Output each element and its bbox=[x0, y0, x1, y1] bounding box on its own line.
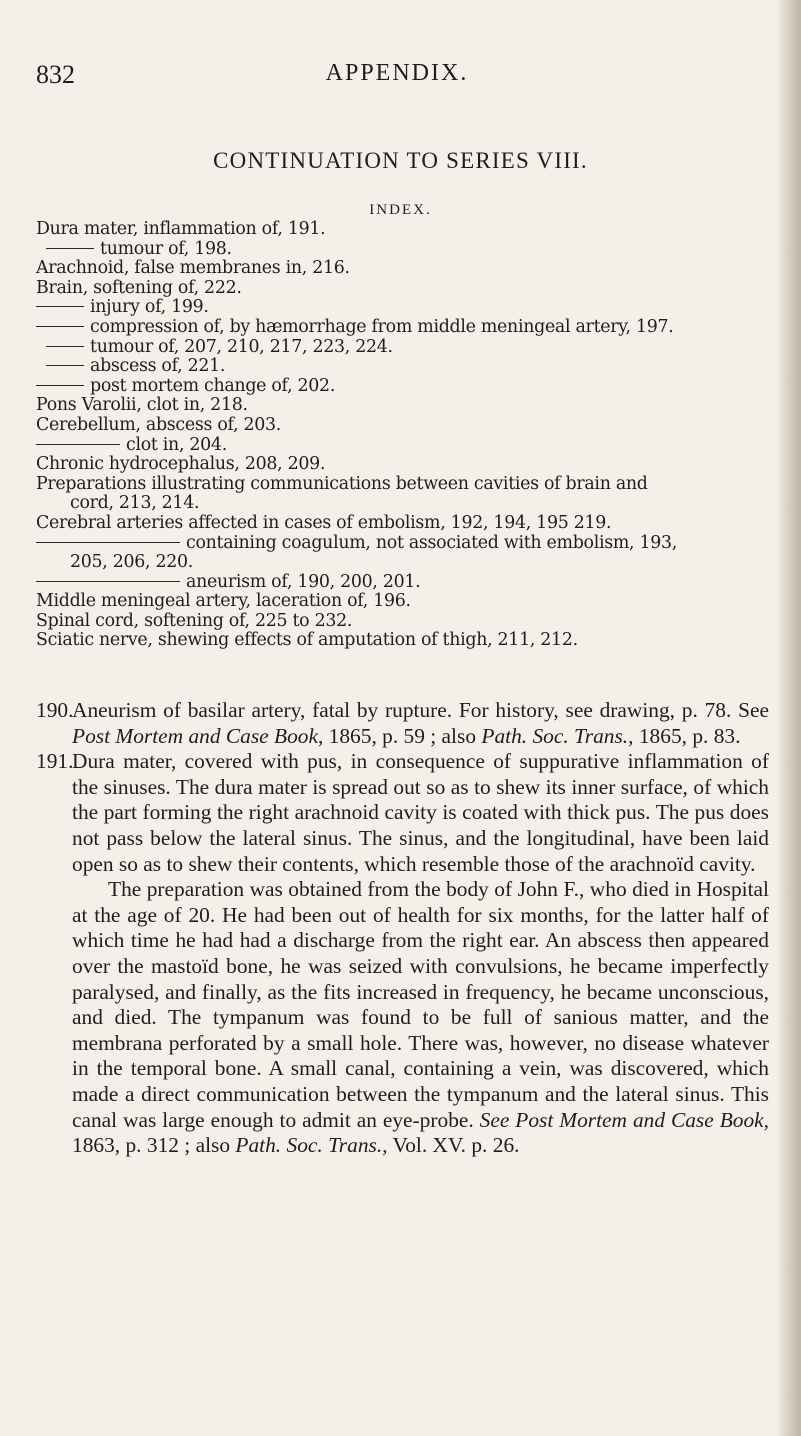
index-entry: Middle meningeal artery, laceration of, 196. bbox=[36, 591, 411, 612]
index-entry: aneurism of, 190, 200, 201. bbox=[36, 573, 764, 593]
page-number: 832 bbox=[36, 60, 75, 89]
series-title: CONTINUATION TO SERIES VIII. bbox=[213, 148, 588, 173]
index-entry: Sciatic nerve, shewing effects of amputation of thigh, 211, 212. bbox=[36, 630, 578, 651]
running-head: APPENDIX. bbox=[325, 60, 469, 86]
index-list bbox=[36, 220, 764, 651]
index-entry: post mortem change of, 202. bbox=[36, 377, 764, 397]
entry-number: 191. bbox=[36, 749, 74, 774]
page-header bbox=[36, 60, 758, 96]
index-entry: compression of, by hæmorrhage from middle meningeal artery, 197. bbox=[36, 318, 764, 338]
index-entry: Chronic hydrocephalus, 208, 209. bbox=[36, 454, 326, 475]
index-entry: Spinal cord, softening of, 225 to 232. bbox=[36, 610, 353, 631]
index-entry: injury of, 199. bbox=[36, 298, 764, 318]
catalogue-entry-191: 191. Dura mater, covered with pus, in consequence of suppurative inflammation of the sinuses. The dura mater is spread out so as to shew its inner surface, of which the part forming the right arachnoid cavity is coated with thick pus. The pus does not pass below the lateral sinus. The sinus, and the longitudinal, have been laid open so as to shew their contents, which resemble those of the arachnoïd cavity. bbox=[36, 749, 769, 876]
index-entry: clot in, 204. bbox=[36, 436, 764, 456]
index-entry: tumour of, 207, 210, 217, 223, 224. bbox=[36, 338, 764, 358]
entry-number: 190. bbox=[36, 698, 74, 722]
index-entry: Cerebral arteries affected in cases of embolism, 192, 194, 195 219. bbox=[36, 512, 612, 533]
index-heading: INDEX. bbox=[369, 202, 432, 218]
catalogue-entries bbox=[36, 698, 769, 1159]
catalogue-entry-191-history: The preparation was obtained from the body of John F., who died in Hospital at the age of 20. He had been out of health for six months, for the latter half of which time he had had a discharge from the right ear. An abscess then appeared over the mastoïd bone, he was seized with convulsions, he became imperfectly paralysed, and finally, as the fits increased in frequency, he became unconscious, and died. The tympanum was found to be full of sanious matter, and the membrana perforated by a small hole. There was, however, no disease whatever in the temporal bone. A small canal, containing a vein, was discovered, which made a direct communication between the tympanum and the lateral sinus. This canal was large enough to admit an eye-probe. See Post Mortem and Case Book, 1863, p. 312 ; also Path. Soc. Trans., Vol. XV. p. 26. bbox=[72, 877, 769, 1158]
index-entry: tumour of, 198. bbox=[36, 240, 764, 260]
index-entry: Preparations illustrating communications between cavities of brain and cord, 213, 214. bbox=[36, 473, 648, 514]
index-entry: Arachnoid, false membranes in, 216. bbox=[36, 258, 350, 279]
index-entry: Cerebellum, abscess of, 203. bbox=[36, 414, 281, 435]
index-entry: Brain, softening of, 222. bbox=[36, 277, 242, 298]
catalogue-entry-190: 190. Aneurism of basilar artery, fatal by rupture. For history, see drawing, p. 78. See Post Mortem and Case Book, 1865, p. 59 ; also Path. Soc. Trans., 1865, p. 83. bbox=[36, 698, 769, 748]
index-entry: Pons Varolii, clot in, 218. bbox=[36, 395, 248, 416]
index-entry: abscess of, 221. bbox=[36, 357, 764, 377]
index-entry: Dura mater, inflammation of, 191. bbox=[36, 219, 326, 239]
index-entry: containing coagulum, not associated with embolism, 193, 205, 206, 220. bbox=[36, 534, 764, 573]
